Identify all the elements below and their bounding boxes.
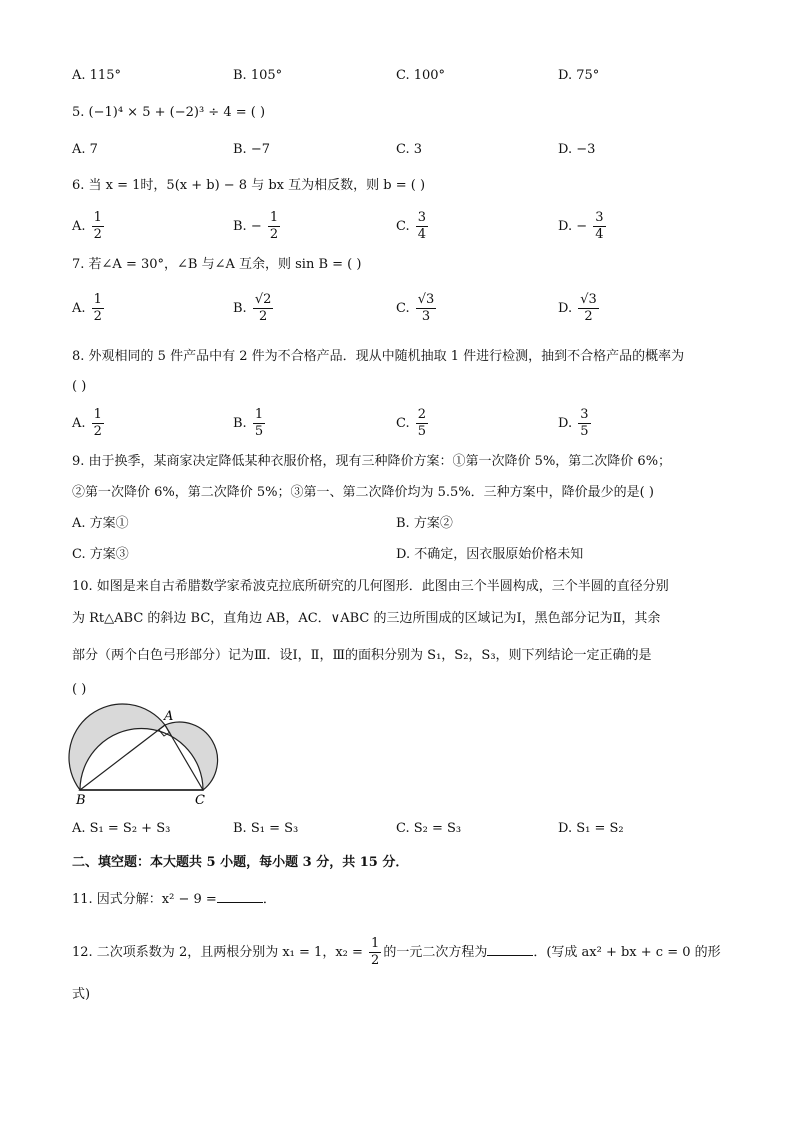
- label-c: C: [195, 793, 205, 808]
- denominator: 3: [421, 309, 431, 324]
- q7-option-d[interactable]: [558, 292, 601, 325]
- q10-option-b[interactable]: B. S₁ = S₃: [233, 821, 299, 836]
- fraction: [253, 292, 274, 325]
- q4-option-d[interactable]: D. 75°: [558, 68, 600, 83]
- q5-option-a[interactable]: A. 7: [72, 142, 98, 157]
- numerator: 1: [254, 407, 264, 422]
- q11-answer-blank[interactable]: [217, 888, 263, 903]
- fraction: [416, 292, 437, 325]
- denominator: 2: [269, 227, 279, 242]
- numerator: √3: [580, 292, 597, 307]
- numerator: √2: [254, 292, 272, 307]
- q12-answer-blank[interactable]: [487, 941, 533, 956]
- q10-option-d[interactable]: D. S₁ = S₂: [558, 821, 624, 836]
- q9-option-c[interactable]: C. 方案③: [72, 547, 129, 562]
- fraction: [268, 210, 280, 243]
- q10-option-c[interactable]: C. S₂ = S₃: [396, 821, 462, 836]
- numerator: 1: [371, 936, 380, 951]
- q6-option-b[interactable]: [233, 210, 282, 243]
- q12-stem-end: ．(写成 ax² + bx + c = 0 的形: [533, 945, 721, 960]
- q6-option-a[interactable]: [72, 210, 106, 243]
- label-a: A: [164, 709, 174, 724]
- numerator: √3: [417, 292, 435, 307]
- fraction: [578, 407, 590, 440]
- q7-option-c[interactable]: [396, 292, 438, 325]
- option-label: D.: [558, 416, 573, 431]
- denominator: 2: [584, 309, 593, 324]
- option-label: D. −: [558, 219, 588, 234]
- denominator: 2: [93, 309, 102, 324]
- fraction: [92, 292, 104, 325]
- numerator: 1: [269, 210, 279, 225]
- q9-option-a[interactable]: A. 方案①: [72, 516, 129, 531]
- option-label: B. −: [233, 219, 262, 234]
- q5-option-c[interactable]: C. 3: [396, 142, 423, 157]
- q8-stem-line1: 8. 外观相同的 5 件产品中有 2 件为不合格产品．现从中随机抽取 1 件进行检测，抽到不合格产品的概率为: [72, 349, 685, 364]
- q12-stem-after: 的一元二次方程为: [383, 945, 488, 960]
- denominator: 2: [371, 953, 380, 968]
- q7-stem: 7. 若∠A = 30°，∠B 与∠A 互余，则 sin B = ( ): [72, 257, 362, 272]
- q5-stem: 5. (−1)⁴ × 5 + (−2)³ ÷ 4 = ( ): [72, 105, 266, 120]
- denominator: 2: [93, 227, 102, 242]
- option-label: B.: [233, 301, 247, 316]
- q11-end: ．: [262, 892, 276, 907]
- denominator: 5: [417, 424, 427, 439]
- option-label: C.: [396, 416, 410, 431]
- q9-option-b[interactable]: B. 方案②: [396, 516, 453, 531]
- option-label: A.: [72, 219, 86, 234]
- option-label: A.: [72, 416, 86, 431]
- option-label: D.: [558, 301, 573, 316]
- q6-stem: 6. 当 x = 1时，5(x + b) − 8 与 bx 互为相反数，则 b = ( ): [72, 178, 426, 193]
- q12-stem-line2: 式): [72, 987, 91, 1002]
- denominator: 2: [258, 309, 268, 324]
- fraction: [578, 292, 599, 325]
- denominator: 5: [580, 424, 589, 439]
- numerator: 1: [93, 292, 102, 307]
- q8-stem-line2: ( ): [72, 379, 87, 394]
- option-label: C.: [396, 219, 410, 234]
- q5-option-b[interactable]: B. −7: [233, 142, 270, 157]
- q6-option-c[interactable]: [396, 210, 430, 243]
- fraction: [369, 936, 381, 969]
- q10-stem-line3: 部分（两个白色弓形部分）记为Ⅲ．设Ⅰ，Ⅱ，Ⅲ的面积分别为 S₁，S₂，S₃，则下列结论一定正确的是: [72, 648, 652, 663]
- denominator: 5: [254, 424, 264, 439]
- q7-option-a[interactable]: [72, 292, 106, 325]
- q10-stem-line1: 10. 如图是来自古希腊数学家希波克拉底所研究的几何图形．此图由三个半圆构成，三个半圆的直径分别: [72, 579, 669, 594]
- q9-stem-line1: 9. 由于换季，某商家决定降低某种衣服价格，现有三种降价方案：①第一次降价 5%，第二次降价 6%；: [72, 454, 672, 469]
- q11: [72, 888, 276, 910]
- q4-option-c[interactable]: C. 100°: [396, 68, 446, 83]
- hippocrates-lune-figure: [68, 700, 234, 810]
- numerator: 3: [595, 210, 604, 225]
- q10-stem-line2: 为 Rt△ABC 的斜边 BC，直角边 AB，AC．∨ABC 的三边所围成的区域记为Ⅰ，黑色部分记为Ⅱ，其余: [72, 611, 661, 626]
- q5-option-d[interactable]: D. −3: [558, 142, 596, 157]
- q8-option-d[interactable]: [558, 407, 593, 440]
- q12: [72, 936, 721, 969]
- q8-option-a[interactable]: [72, 407, 106, 440]
- numerator: 1: [93, 407, 102, 422]
- fraction: [253, 407, 265, 440]
- numerator: 3: [580, 407, 589, 422]
- q7-option-b[interactable]: [233, 292, 275, 325]
- fraction: [416, 407, 428, 440]
- q11-stem: 11. 因式分解：x² − 9 =: [72, 892, 217, 907]
- fraction: [92, 407, 104, 440]
- q6-option-d[interactable]: [558, 210, 608, 243]
- q8-option-b[interactable]: [233, 407, 267, 440]
- section-2-title: 二、填空题：本大题共 5 小题，每小题 3 分，共 15 分．: [72, 855, 409, 870]
- q9-option-d[interactable]: D. 不确定，因衣服原始价格未知: [396, 547, 584, 562]
- q10-option-a[interactable]: A. S₁ = S₂ + S₃: [72, 821, 171, 836]
- numerator: 1: [93, 210, 102, 225]
- q4-option-b[interactable]: B. 105°: [233, 68, 283, 83]
- fraction: [92, 210, 104, 243]
- q12-stem-before: 12. 二次项系数为 2，且两根分别为 x₁ = 1，x₂ =: [72, 945, 363, 960]
- q4-option-a[interactable]: A. 115°: [72, 68, 121, 83]
- label-b: B: [76, 793, 86, 808]
- denominator: 4: [417, 227, 427, 242]
- denominator: 2: [93, 424, 102, 439]
- q10-stem-line4: ( ): [72, 682, 87, 697]
- option-label: B.: [233, 416, 247, 431]
- q8-option-c[interactable]: [396, 407, 430, 440]
- denominator: 4: [595, 227, 604, 242]
- numerator: 3: [417, 210, 427, 225]
- option-label: C.: [396, 301, 410, 316]
- fraction: [416, 210, 428, 243]
- option-label: A.: [72, 301, 86, 316]
- numerator: 2: [417, 407, 427, 422]
- q9-stem-line2: ②第一次降价 6%，第二次降价 5%；③第一、第二次降价均为 5.5%．三种方案中，降价最少的是( ): [72, 485, 654, 500]
- fraction: [593, 210, 605, 243]
